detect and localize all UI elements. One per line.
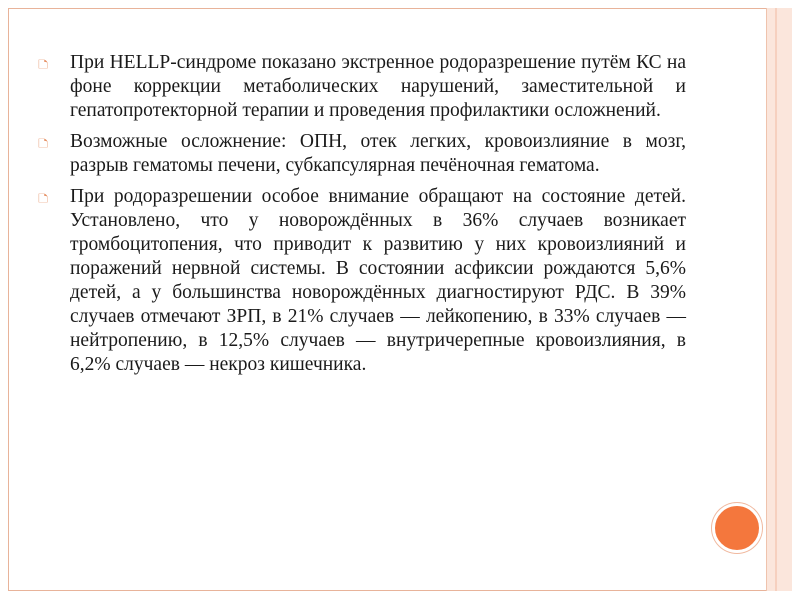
accent-circle bbox=[712, 503, 762, 553]
bullet-marker-icon: 🗅 bbox=[38, 191, 49, 207]
bullet-text-2: Возможные осложнение: ОПН, отек легких, кровоизлияние в мозг, разрыв гематомы печени, субкапсулярная печёночная гематома. bbox=[70, 131, 686, 176]
bullet-text-1: При HELLP-синдроме показано экстренное родоразрешение путём КС на фоне коррекции метаболических нарушений, заместительной и гепатопротекторной терапии и проведения профилактики осложнений. bbox=[70, 52, 686, 121]
slide-content bbox=[38, 51, 686, 384]
bullet-item-1 bbox=[38, 51, 686, 123]
bullet-marker-icon: 🗅 bbox=[38, 57, 49, 73]
side-decoration-line bbox=[775, 8, 777, 591]
bullet-item-2 bbox=[38, 130, 686, 178]
bullet-marker-icon: 🗅 bbox=[38, 136, 49, 152]
bullet-item-3 bbox=[38, 185, 686, 377]
side-decoration-strip bbox=[766, 8, 792, 591]
bullet-text-3: При родоразрешении особое внимание обращают на состояние детей. Установлено, что у новорождённых в 36% случаев возникает тромбоцитопения, что приводит к развитию у них кровоизлияний и поражений нервной системы. В состоянии асфиксии рождаются 5,6% детей, а у большинства новорождённых диагностируют РДС. В 39% случаев отмечают ЗРП, в 21% случаев — лейкопению, в 33% случаев — нейтропению, в 12,5% случаев — внутричерепные кровоизлияния, в 6,2% случаев — некроз кишечника. bbox=[70, 186, 686, 375]
